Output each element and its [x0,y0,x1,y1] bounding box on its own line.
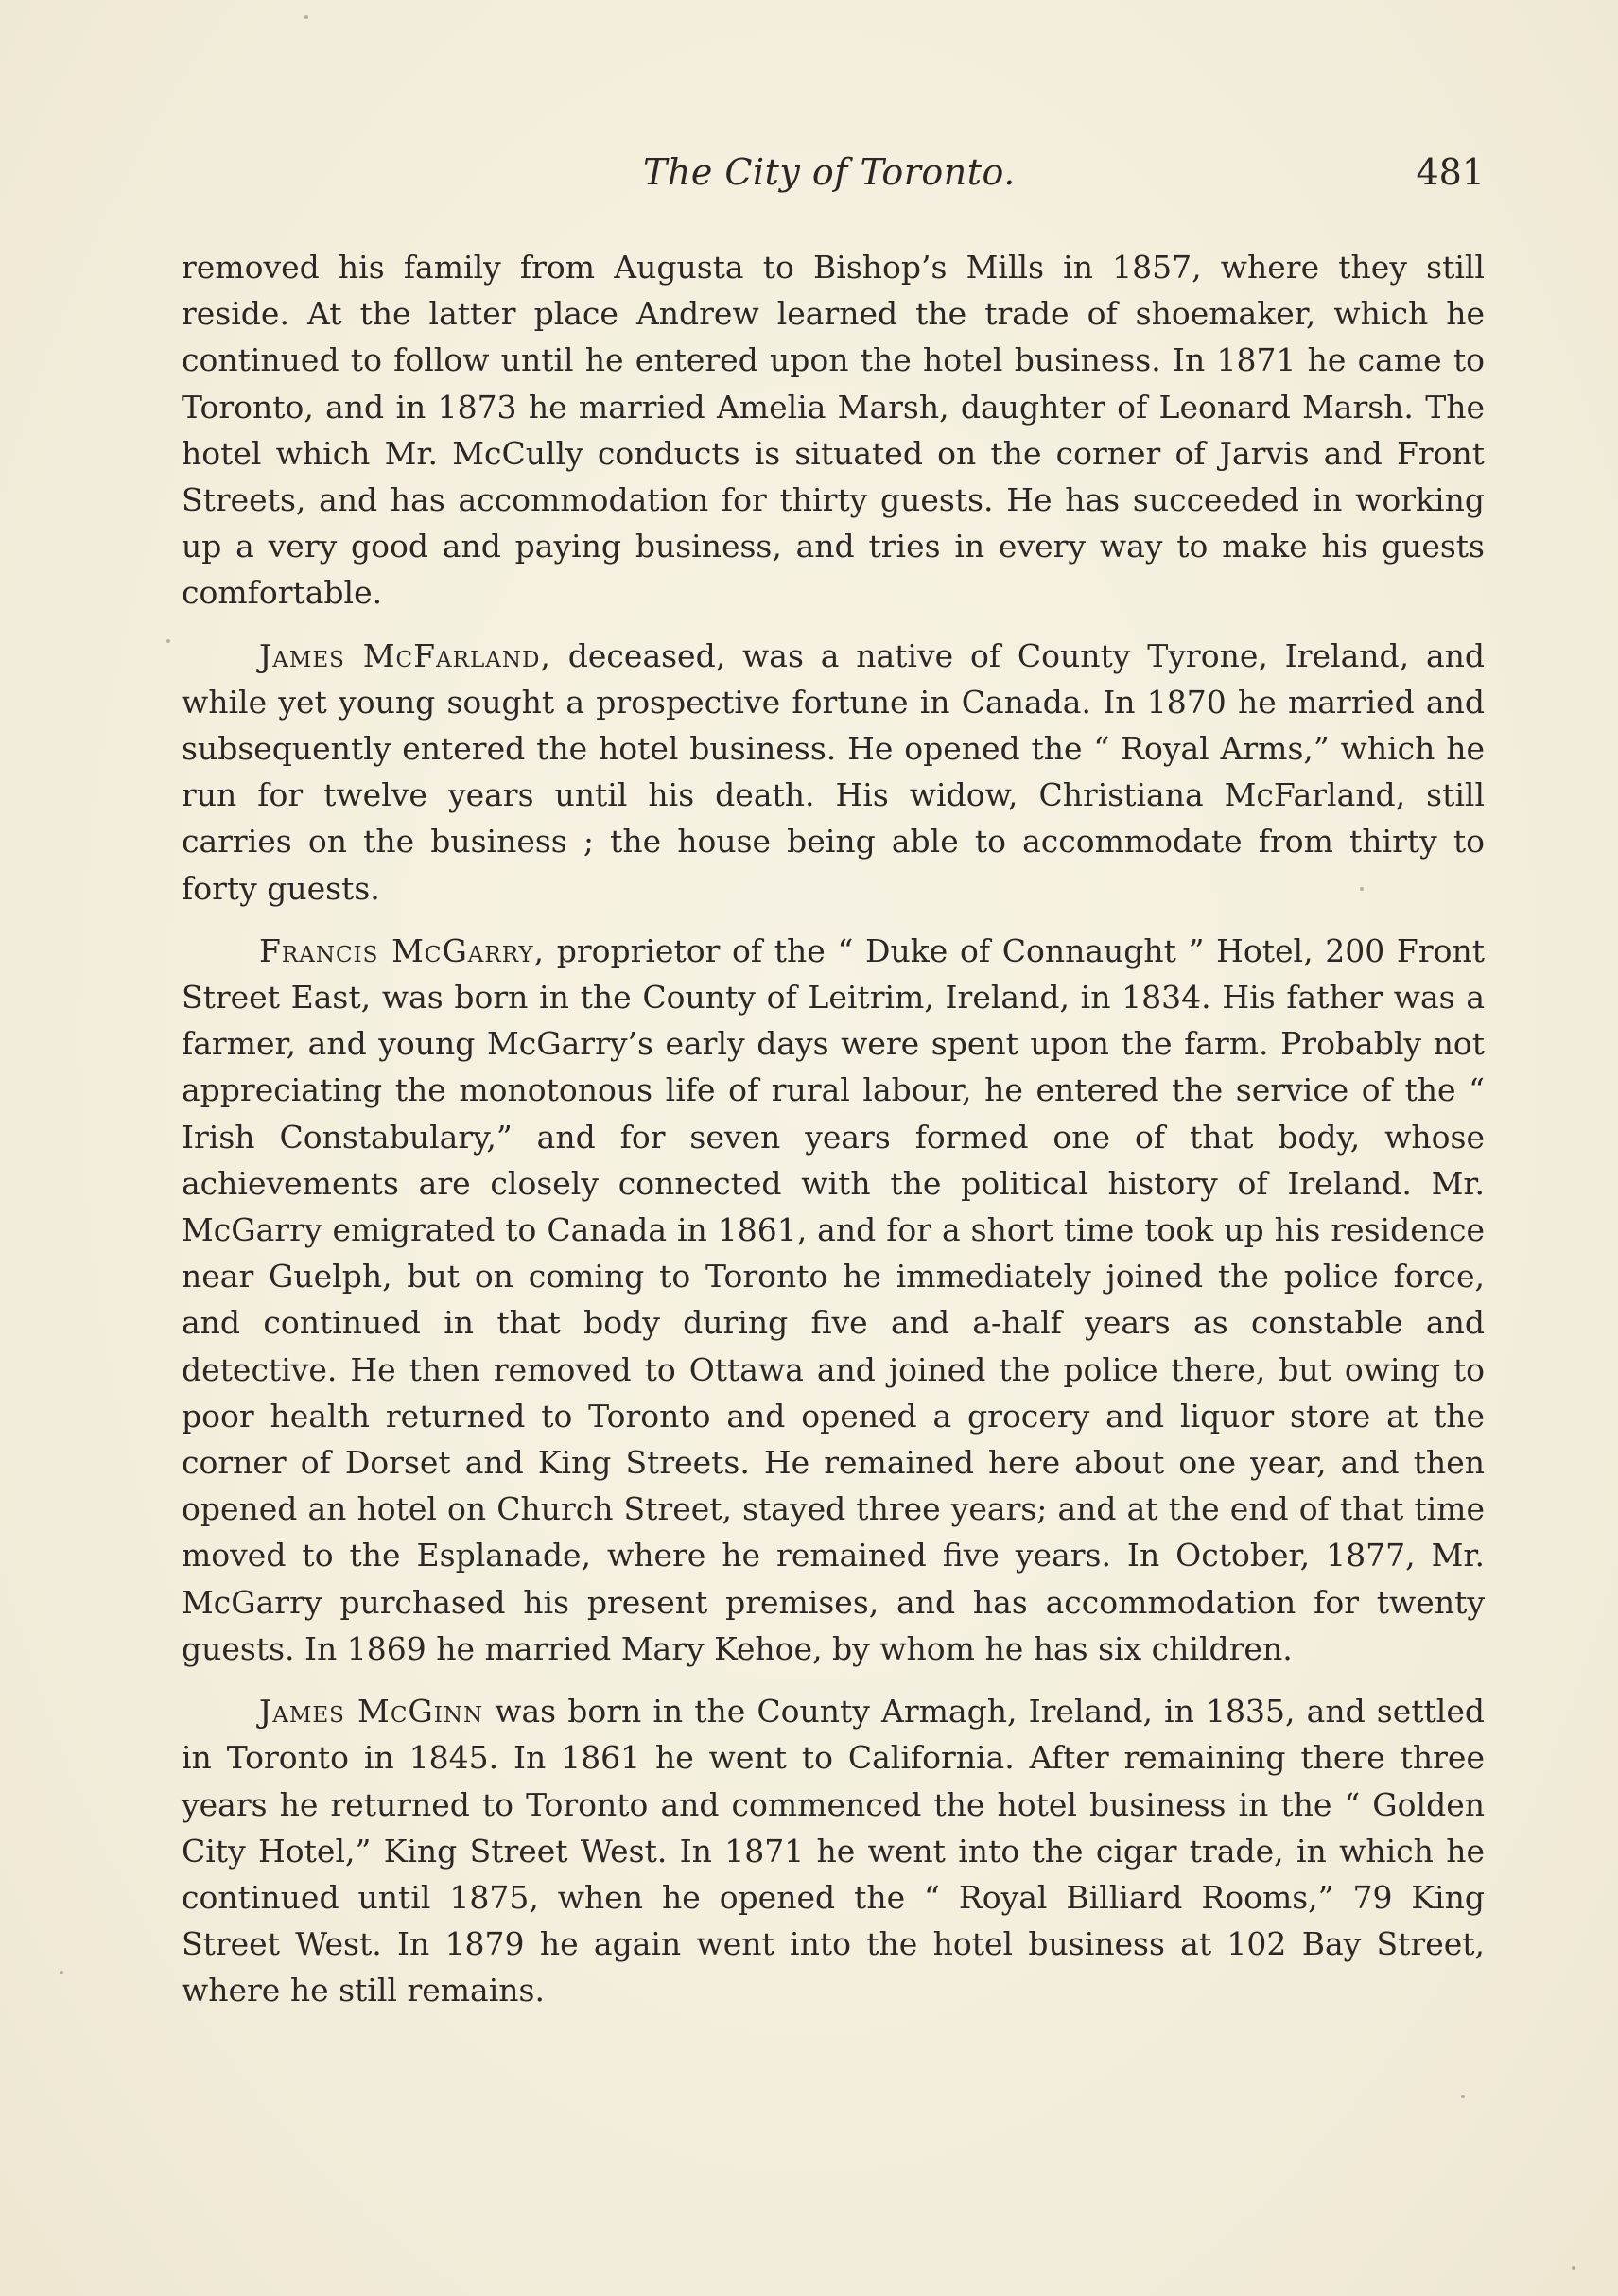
paper-speck [1461,2095,1465,2098]
paragraph-text: proprietor of the “ Duke of Connaught ” Hotel, 200 Front Street East, was born in the County of Leitrim, Ireland, in 1834. His father was a farmer, and young McGarry’s early days were spent upon the farm. Probably not appreciating the monotonous life of rural labour, he entered the service of the “ Irish Constabulary,” and for seven years formed one of that body, whose achievements are closely connected with the political history of Ireland. Mr. McGarry emigrated to Canada in 1861, and for a short time took up his residence near Guelph, but on coming to Toronto he immediately joined the police force, and continued in that body during five and a-half years as constable and detective. He then removed to Ottawa and joined the police there, but owing to poor health returned to Toronto and opened a grocery and liquor store at the corner of Dorset and King Streets. He remained here about one year, and then opened an hotel on Church Street, stayed three years; and at the end of that time moved to the Esplanade, where he remained five years. In October, 1877, Mr. McGarry purchased his present premises, and has accommodation for twenty guests. In 1869 he married Mary Kehoe, by whom he has six children. [182,931,1485,1667]
paragraph-text: removed his family from Augusta to Bishop’s Mills in 1857, where they still reside. At the latter place Andrew learned the trade of shoemaker, which he continued to follow until he entered upon the hotel business. In 1871 he came to Toronto, and in 1873 he married Amelia Marsh, daughter of Leonard Marsh. The hotel which Mr. McCully conducts is situated on the corner of Jarvis and Front Streets, and has accommodation for thirty guests. He has succeeded in working up a very good and paying business, and tries in every way to make his guests comfortable. [182,249,1485,612]
entry-name: Francis McGarry, [259,931,546,969]
paper-speck [1572,2266,1575,2270]
paragraph-mcgarry [182,928,1485,1672]
paper-speck [60,1971,63,1974]
paragraph-mccully-continued [182,244,1485,617]
body-text [182,244,1485,2030]
paragraph-mcginn [182,1688,1485,2013]
page-header [180,151,1485,208]
paragraph-text: was born in the County Armagh, Ireland, in 1835, and settled in Toronto in 1845. In 1861 he went to California. After remaining there three years he returned to Toronto and commenced the hotel business in the “ Golden City Hotel,” King Street West. In 1871 he went into the cigar trade, in which he continued until 1875, when he opened the “ Royal Billiard Rooms,” 79 King Street West. In 1879 he again went into the hotel business at 102 Bay Street, where he still remains. [182,1693,1486,2009]
entry-name: James McGinn [259,1693,484,1731]
paragraph-mcfarland [182,633,1485,912]
page-number: 481 [1416,151,1485,193]
paper-speck [1360,887,1364,891]
entry-name: James McFarland, [259,636,551,674]
running-title: The City of Toronto. [643,151,1016,193]
paper-speck [304,15,308,19]
paper-speck [166,639,170,643]
paragraph-text: deceased, was a native of County Tyrone, Ireland, and while yet young sought a prospective fortune in Canada. In 1870 he married and subsequently entered the hotel business. He opened the “ Royal Arms,” which he run for twelve years until his death. His widow, Christiana McFarland, still carries on the business ; the house being able to accommodate from thirty to forty guests. [182,636,1485,907]
